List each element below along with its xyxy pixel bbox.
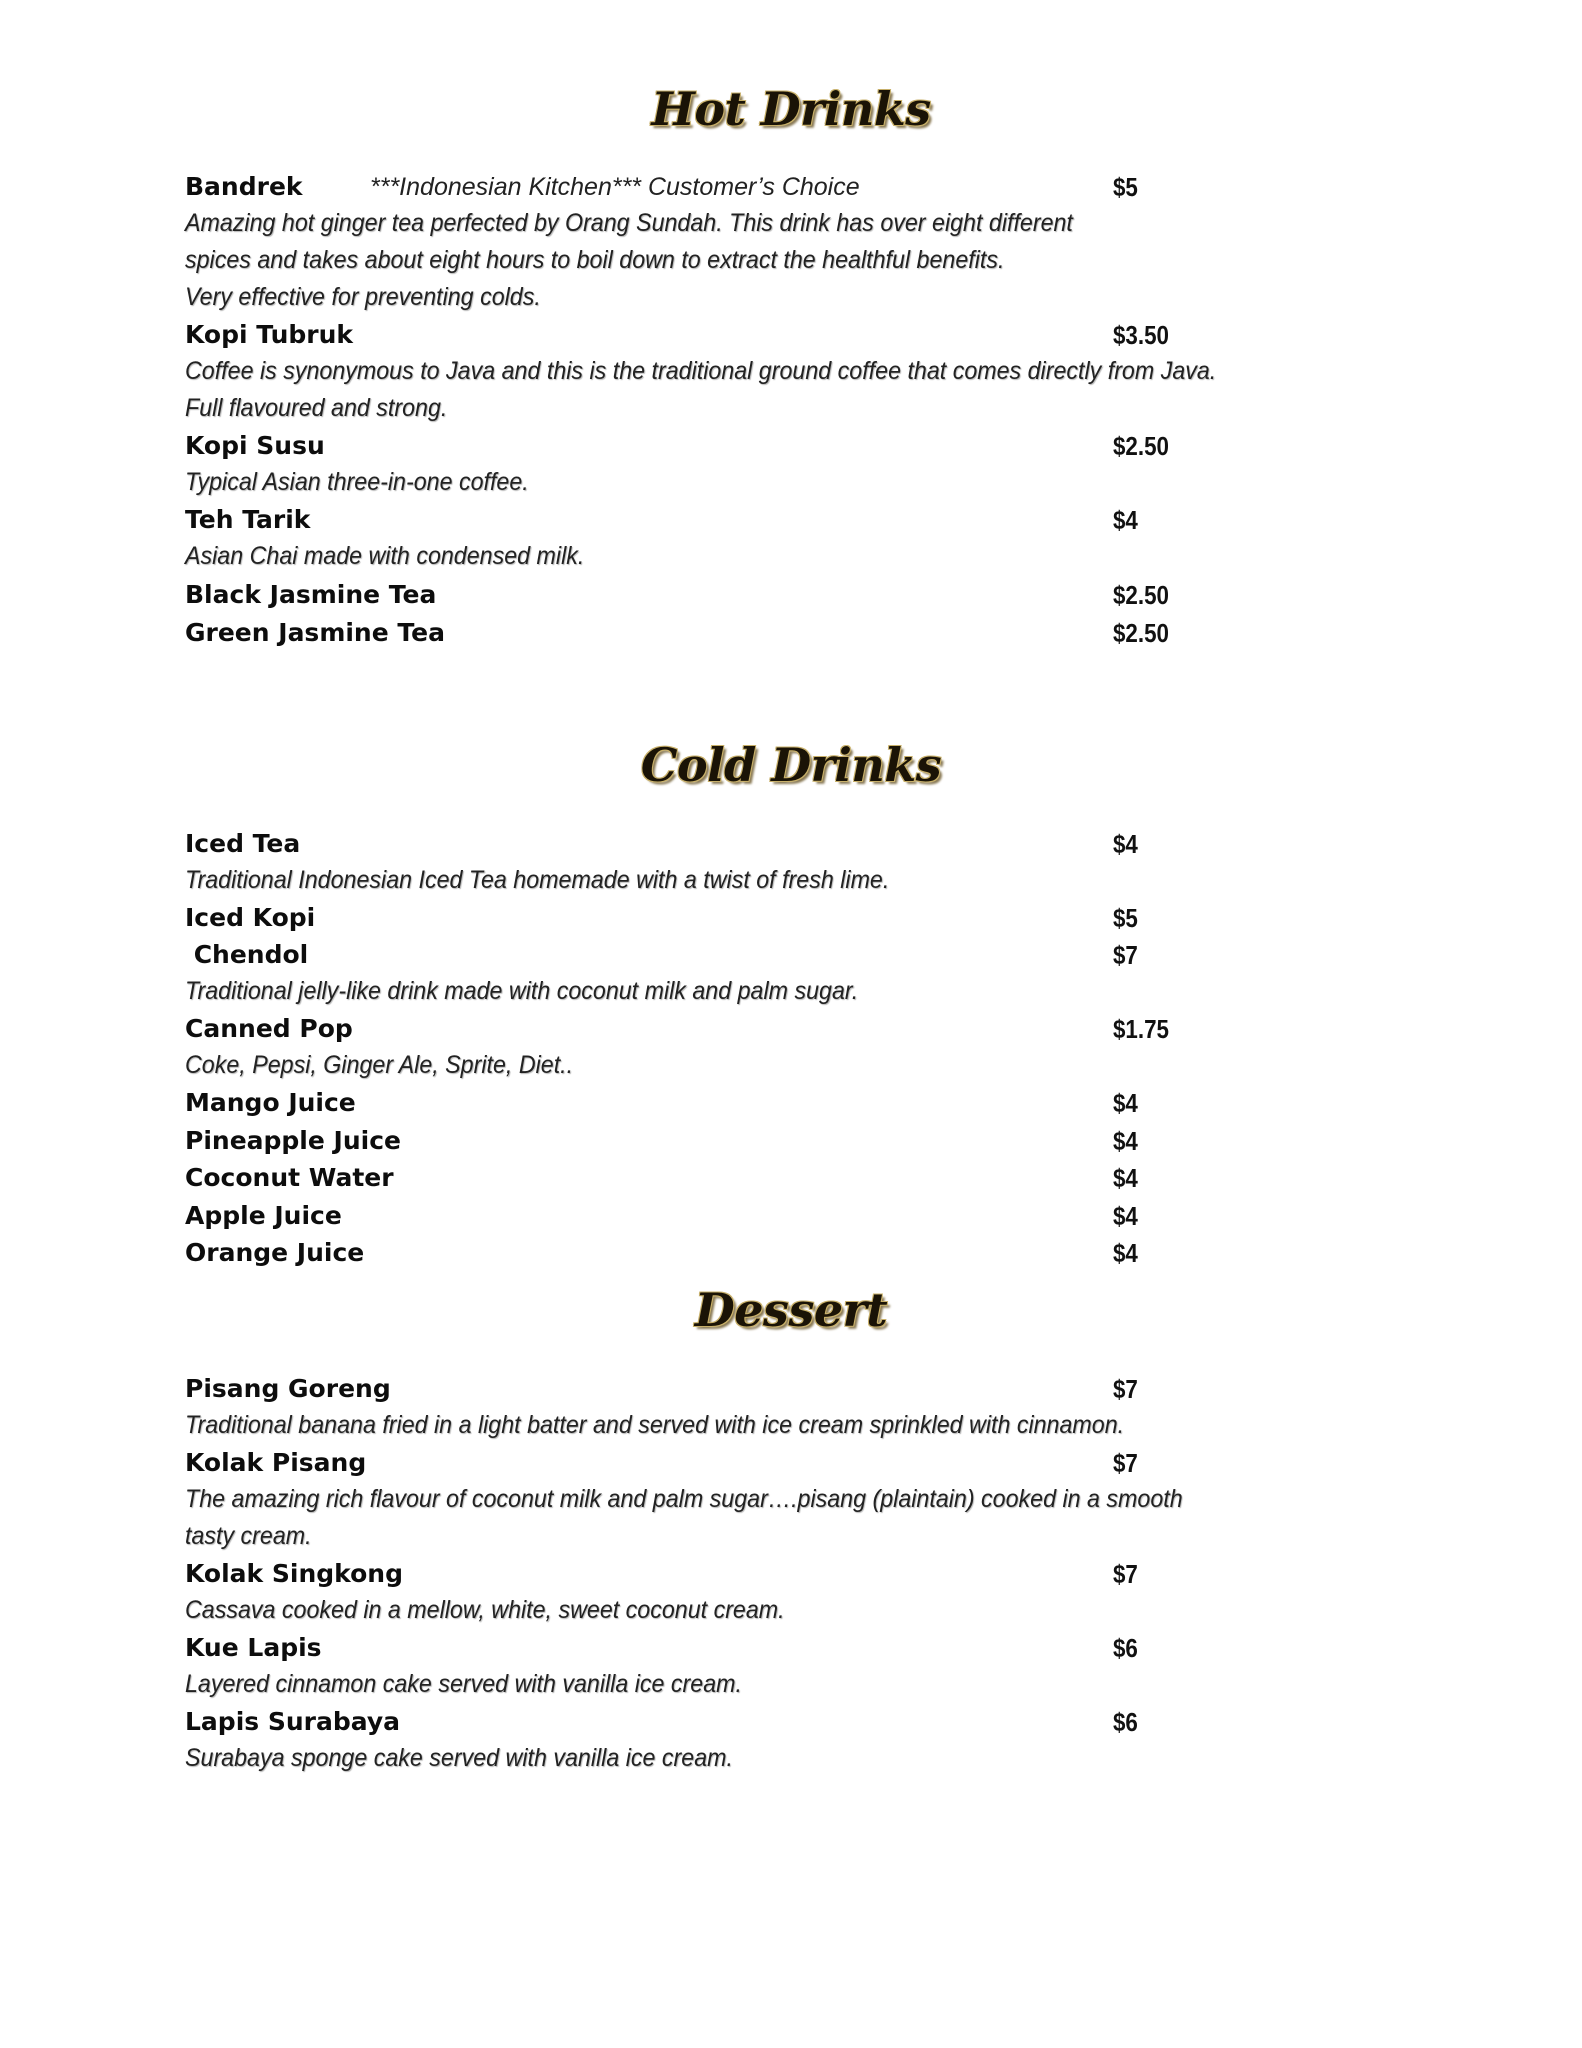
item-price: $6 — [1113, 1633, 1138, 1663]
menu-item-black-jasmine-tea — [185, 576, 1285, 614]
item-name: Kue Lapis — [185, 1633, 322, 1662]
item-price: $4 — [1113, 1201, 1138, 1231]
item-description: Cassava cooked in a mellow, white, sweet coconut cream. — [185, 1596, 785, 1624]
hot-drinks-title: Hot Drinks — [651, 82, 931, 136]
item-name: Kolak Pisang — [185, 1448, 367, 1477]
item-description: Asian Chai made with condensed milk. — [185, 542, 585, 570]
item-description: Traditional banana fried in a light batter and served with ice cream sprinkled with cinnamon. — [185, 1411, 1125, 1439]
item-name: Mango Juice — [185, 1088, 356, 1117]
item-price: $2.50 — [1113, 618, 1169, 648]
item-name: Apple Juice — [185, 1201, 342, 1230]
menu-item-iced-tea — [185, 825, 1285, 863]
menu-item-bandrek — [185, 168, 1285, 206]
item-name: Orange Juice — [185, 1238, 365, 1267]
item-description: Traditional jelly-like drink made with coconut milk and palm sugar. — [185, 977, 859, 1005]
item-price: $4 — [1113, 829, 1138, 859]
item-price: $4 — [1113, 1163, 1138, 1193]
item-price: $4 — [1113, 1238, 1138, 1268]
item-name: Canned Pop — [185, 1014, 353, 1043]
item-name: Lapis Surabaya — [185, 1707, 401, 1736]
item-name: Bandrek — [185, 172, 303, 201]
item-name: Coconut Water — [185, 1163, 394, 1192]
item-price: $2.50 — [1113, 580, 1169, 610]
item-name: Kolak Singkong — [185, 1559, 403, 1588]
menu-item-teh-tarik — [185, 501, 1285, 539]
item-price: $7 — [1113, 1448, 1138, 1478]
menu-item-coconut-water — [185, 1159, 1285, 1197]
item-price: $7 — [1113, 1559, 1138, 1589]
item-price: $4 — [1113, 1088, 1138, 1118]
item-name: Green Jasmine Tea — [185, 618, 445, 647]
item-description: tasty cream. — [185, 1522, 312, 1550]
item-price: $5 — [1113, 172, 1138, 202]
item-note: ***Indonesian Kitchen*** Customer’s Choice — [370, 173, 860, 201]
item-description: Traditional Indonesian Iced Tea homemade with a twist of fresh lime. — [185, 866, 890, 894]
item-name: Kopi Tubruk — [185, 320, 354, 349]
item-name: Kopi Susu — [185, 431, 325, 460]
item-price: $4 — [1113, 505, 1138, 535]
dessert-title: Dessert — [694, 1283, 888, 1337]
menu-item-pineapple-juice — [185, 1122, 1285, 1160]
menu-item-lapis-surabaya — [185, 1703, 1285, 1741]
item-description: Typical Asian three-in-one coffee. — [185, 468, 529, 496]
menu-item-kue-lapis — [185, 1629, 1285, 1667]
menu-item-chendol — [185, 936, 1285, 974]
menu-item-kopi-susu — [185, 427, 1285, 465]
item-price: $2.50 — [1113, 431, 1169, 461]
item-name: Iced Tea — [185, 829, 301, 858]
item-price: $4 — [1113, 1126, 1138, 1156]
menu-item-canned-pop — [185, 1010, 1285, 1048]
item-description: Very effective for preventing colds. — [185, 283, 541, 311]
item-price: $6 — [1113, 1707, 1138, 1737]
menu-item-kolak-singkong — [185, 1555, 1285, 1593]
item-price: $7 — [1113, 1374, 1138, 1404]
menu-item-kolak-pisang — [185, 1444, 1285, 1482]
item-price: $1.75 — [1113, 1014, 1169, 1044]
menu-item-kopi-tubruk — [185, 316, 1285, 354]
menu-item-mango-juice — [185, 1084, 1285, 1122]
item-name: Teh Tarik — [185, 505, 311, 534]
item-description: The amazing rich flavour of coconut milk and palm sugar….pisang (plaintain) cooked in a smooth — [185, 1485, 1183, 1513]
menu-item-orange-juice — [185, 1234, 1285, 1272]
item-description: spices and takes about eight hours to boil down to extract the healthful benefits. — [185, 246, 1005, 274]
item-description: Full flavoured and strong. — [185, 394, 448, 422]
item-description: Coffee is synonymous to Java and this is the traditional ground coffee that comes directly from Java. — [185, 357, 1217, 385]
item-price: $7 — [1113, 940, 1138, 970]
item-name: Chendol — [185, 940, 309, 969]
cold-drinks-title: Cold Drinks — [640, 738, 942, 792]
menu-item-green-jasmine-tea — [185, 614, 1285, 652]
menu-item-iced-kopi — [185, 899, 1285, 937]
item-name: Black Jasmine Tea — [185, 580, 437, 609]
item-price: $3.50 — [1113, 320, 1169, 350]
item-description: Coke, Pepsi, Ginger Ale, Sprite, Diet.. — [185, 1051, 574, 1079]
item-name: Pineapple Juice — [185, 1126, 401, 1155]
item-description: Amazing hot ginger tea perfected by Orang Sundah. This drink has over eight different — [185, 209, 1073, 237]
item-description: Surabaya sponge cake served with vanilla ice cream. — [185, 1744, 733, 1772]
menu-item-pisang-goreng — [185, 1370, 1285, 1408]
item-price: $5 — [1113, 903, 1138, 933]
item-name: Iced Kopi — [185, 903, 316, 932]
item-name: Pisang Goreng — [185, 1374, 391, 1403]
item-description: Layered cinnamon cake served with vanilla ice cream. — [185, 1670, 742, 1698]
menu-item-apple-juice — [185, 1197, 1285, 1235]
